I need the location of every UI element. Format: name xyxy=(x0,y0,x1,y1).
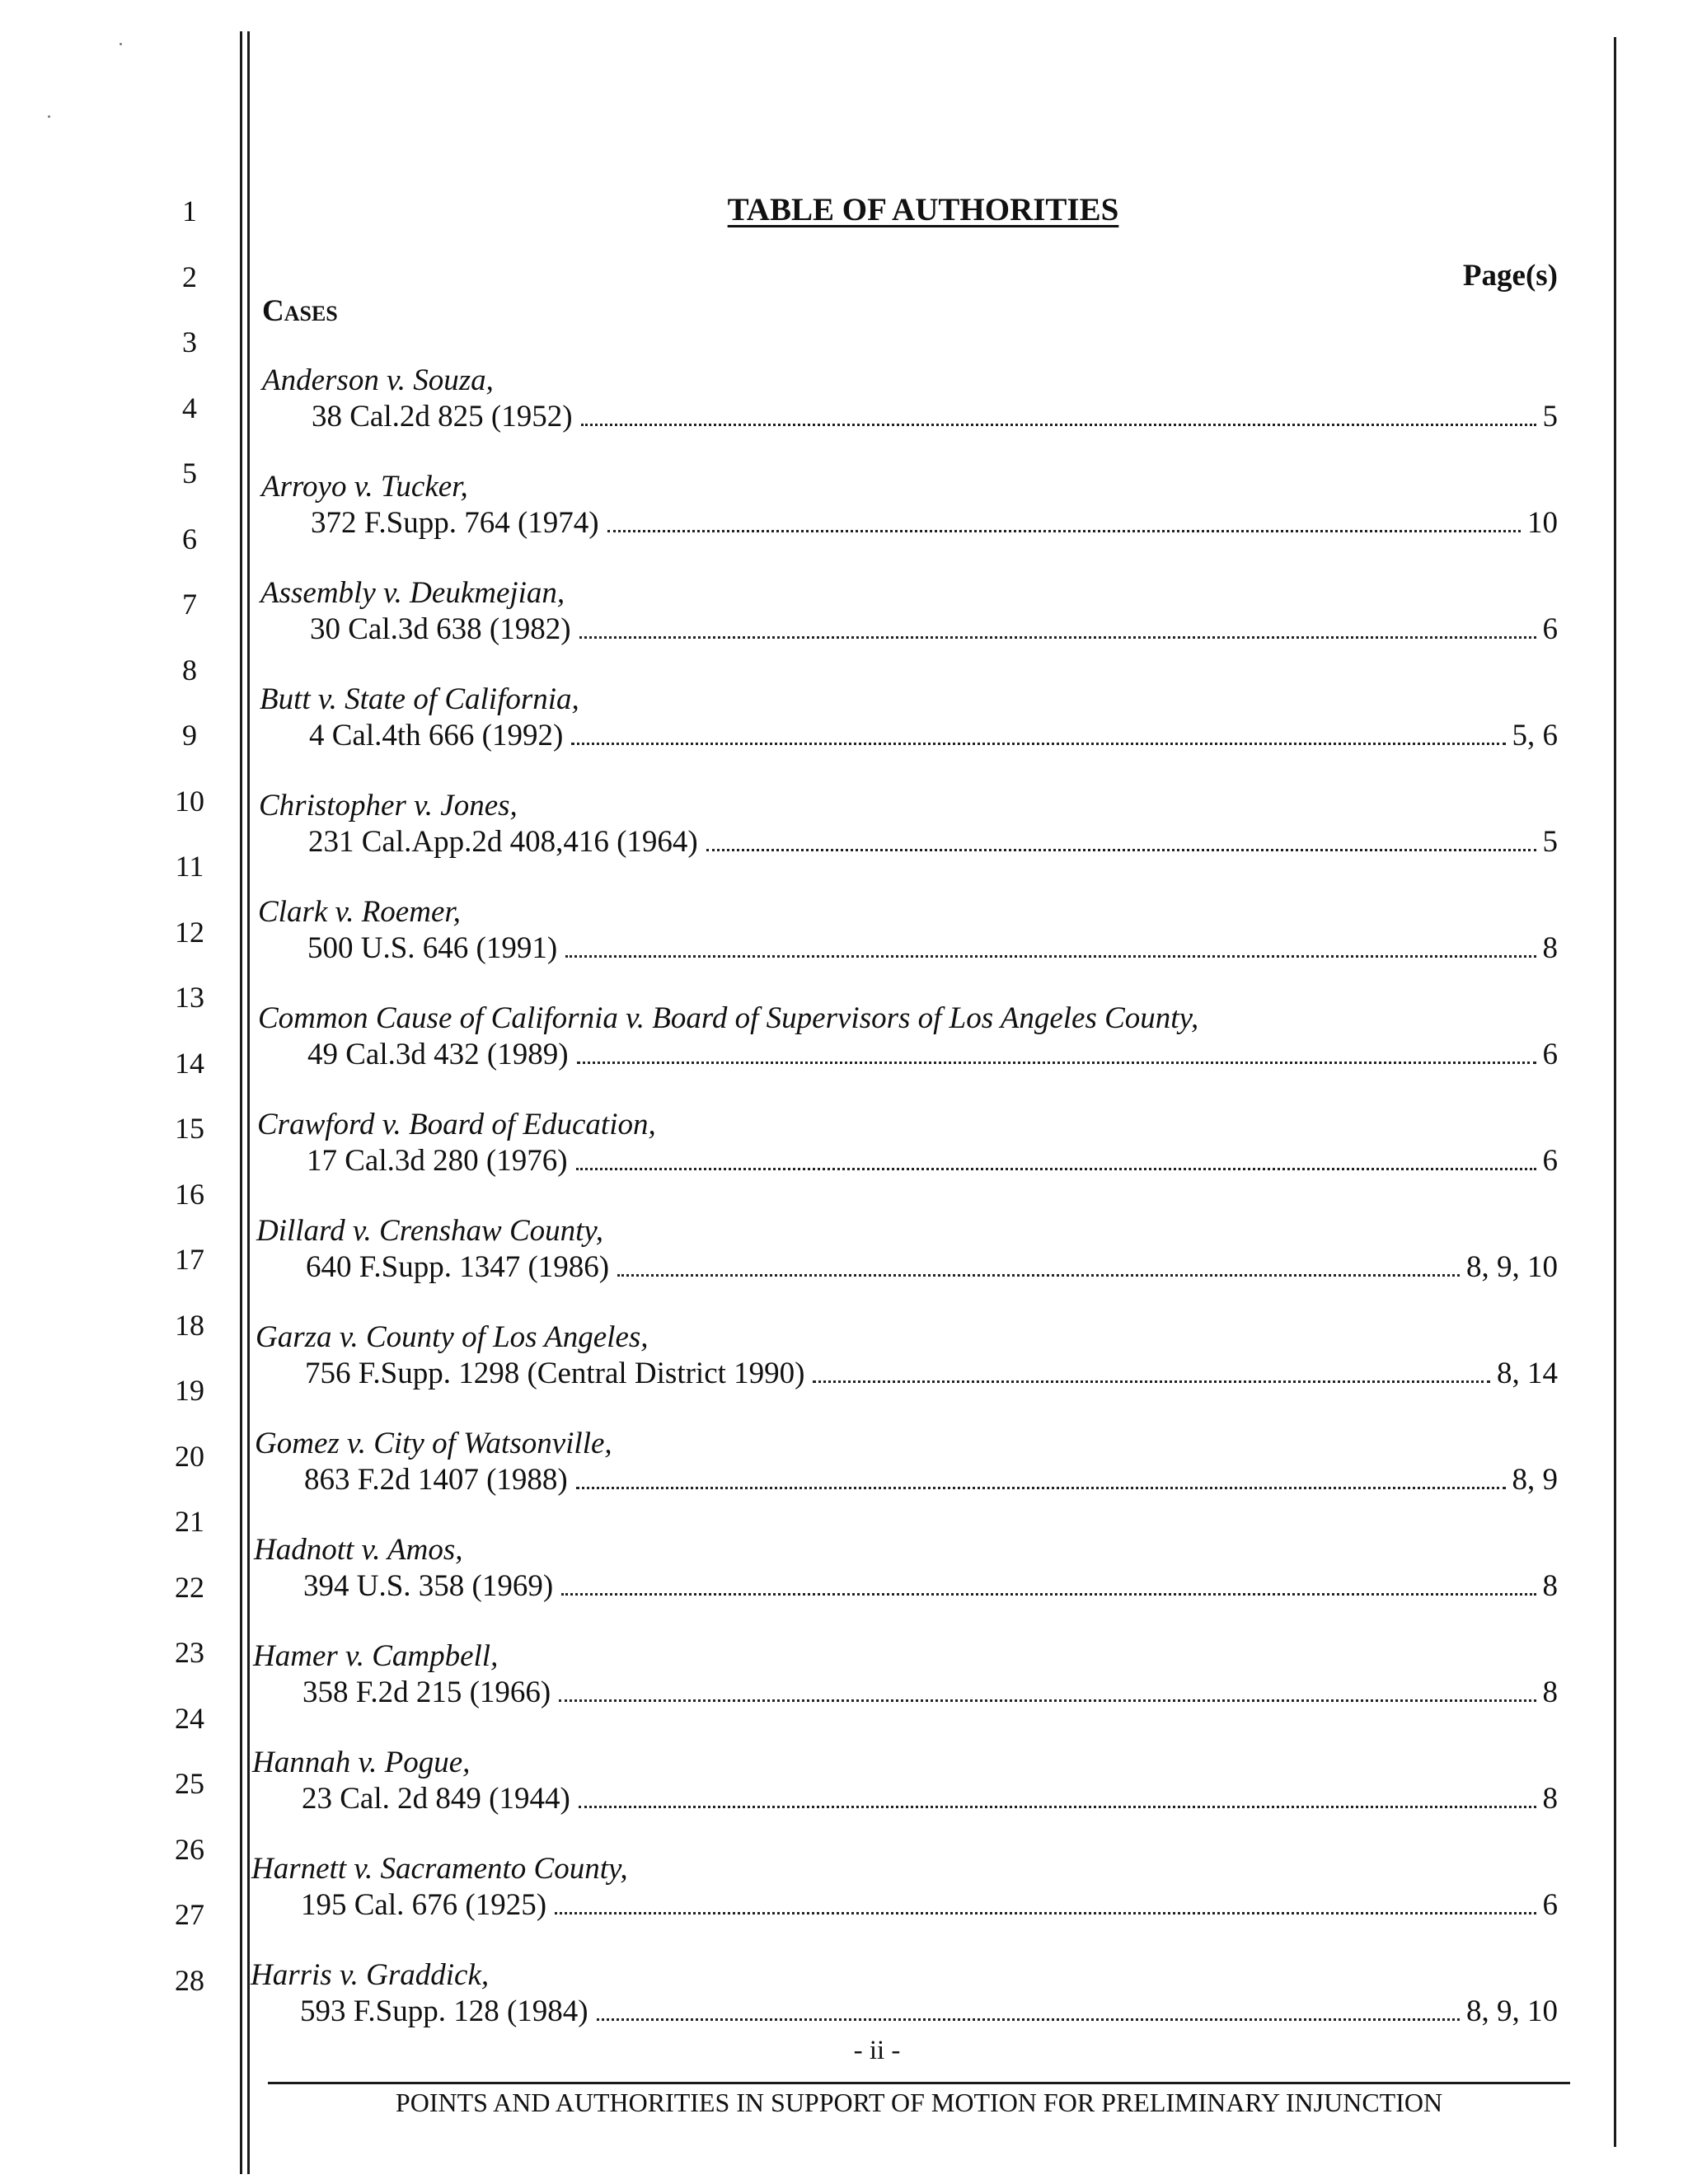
authority-entry xyxy=(257,1107,1558,1179)
authority-entry xyxy=(260,682,1558,754)
citation: 49 Cal.3d 432 (1989) xyxy=(307,1038,569,1071)
left-margin-rule-outer xyxy=(240,31,242,2174)
citation: 30 Cal.3d 638 (1982) xyxy=(310,612,571,646)
line-number: 24 xyxy=(175,1701,204,1735)
line-number: 16 xyxy=(175,1177,204,1211)
page-references: 5, 6 xyxy=(1512,719,1558,752)
case-name: Garza v. County of Los Angeles, xyxy=(256,1320,649,1354)
dot-leader xyxy=(561,1592,1536,1596)
authority-entry xyxy=(256,1319,1558,1392)
dot-leader xyxy=(581,423,1536,426)
page-references: 6 xyxy=(1542,1038,1558,1071)
citation: 863 F.2d 1407 (1988) xyxy=(304,1463,568,1497)
citation-line xyxy=(256,1249,1558,1286)
page-references: 10 xyxy=(1527,506,1558,540)
case-name: Butt v. State of California, xyxy=(260,682,579,716)
citation: 372 F.Supp. 764 (1974) xyxy=(311,506,599,540)
dot-leader xyxy=(565,954,1536,958)
citation: 500 U.S. 646 (1991) xyxy=(307,931,558,965)
line-number: 4 xyxy=(182,391,197,424)
case-name: Crawford v. Board of Education, xyxy=(257,1108,656,1141)
case-name: Assembly v. Deukmejian, xyxy=(260,576,565,610)
dot-leader xyxy=(597,2018,1460,2021)
case-name: Dillard v. Crenshaw County, xyxy=(256,1214,604,1248)
dot-leader xyxy=(577,1061,1536,1064)
case-name: Harris v. Graddick, xyxy=(251,1958,490,1992)
case-name: Hamer v. Campbell, xyxy=(253,1639,499,1673)
dot-leader xyxy=(555,1911,1536,1915)
line-number: 7 xyxy=(182,588,197,621)
footer-rule xyxy=(268,2082,1570,2084)
page-title: TABLE OF AUTHORITIES xyxy=(727,192,1119,227)
page-references: 8 xyxy=(1542,931,1558,965)
case-name: Gomez v. City of Watsonville, xyxy=(255,1427,612,1460)
citation-line xyxy=(254,1568,1558,1605)
case-name: Clark v. Roemer, xyxy=(258,895,461,929)
pages-column-header: Page(s) xyxy=(1462,259,1558,293)
authority-entry xyxy=(258,894,1558,967)
citation: 38 Cal.2d 825 (1952) xyxy=(312,400,573,434)
line-number: 13 xyxy=(175,981,204,1014)
citation-line xyxy=(261,505,1558,541)
authority-entry xyxy=(252,1745,1558,1817)
page-references: 5 xyxy=(1542,400,1558,434)
citation-line xyxy=(257,1143,1558,1179)
authority-entry xyxy=(251,1851,1558,1924)
right-margin-rule xyxy=(1614,37,1616,2147)
authority-entry xyxy=(262,363,1558,435)
line-number: 2 xyxy=(182,260,197,293)
line-number: 14 xyxy=(175,1046,204,1080)
dot-leader xyxy=(576,1486,1506,1489)
citation-line xyxy=(252,1781,1558,1817)
page-references: 6 xyxy=(1542,1144,1558,1178)
dot-leader xyxy=(576,1167,1536,1170)
citation: 4 Cal.4th 666 (1992) xyxy=(309,719,564,752)
citation: 231 Cal.App.2d 408,416 (1964) xyxy=(308,825,698,859)
authority-entry xyxy=(256,1213,1558,1286)
line-number: 28 xyxy=(175,1963,204,1997)
citation-line xyxy=(256,1356,1558,1392)
dot-leader xyxy=(579,1805,1536,1808)
citation: 394 U.S. 358 (1969) xyxy=(303,1569,554,1603)
line-number: 3 xyxy=(182,326,197,359)
line-number: 1 xyxy=(182,194,197,227)
authority-entry xyxy=(261,469,1558,541)
citation-line xyxy=(251,1887,1558,1924)
page-references: 6 xyxy=(1542,612,1558,646)
page-references: 8 xyxy=(1542,1782,1558,1816)
case-name: Arroyo v. Tucker, xyxy=(261,470,468,504)
dot-leader xyxy=(706,848,1536,851)
line-number: 12 xyxy=(175,915,204,949)
citation-line xyxy=(258,1037,1558,1073)
citation-line xyxy=(253,1675,1558,1711)
authority-entry xyxy=(260,575,1558,648)
scan-speck xyxy=(120,43,122,45)
case-name: Hannah v. Pogue, xyxy=(252,1746,471,1779)
dot-leader xyxy=(559,1699,1536,1702)
case-name: Harnett v. Sacramento County, xyxy=(251,1852,628,1886)
citation-line xyxy=(255,1462,1558,1498)
page-references: 8, 9, 10 xyxy=(1466,1994,1558,2028)
citation: 756 F.Supp. 1298 (Central District 1990) xyxy=(305,1357,805,1390)
footer-caption: POINTS AND AUTHORITIES IN SUPPORT OF MOTION FOR PRELIMINARY INJUNCTION xyxy=(395,2088,1443,2117)
page-references: 8, 9 xyxy=(1512,1463,1558,1497)
page-references: 8, 9, 10 xyxy=(1466,1250,1558,1284)
line-number: 11 xyxy=(175,850,204,883)
line-number: 10 xyxy=(175,784,204,818)
line-number: 25 xyxy=(175,1767,204,1800)
authority-entry xyxy=(251,1957,1558,2030)
line-number: 8 xyxy=(182,653,197,687)
line-number: 17 xyxy=(175,1243,204,1276)
authority-entry xyxy=(259,788,1558,860)
scan-speck xyxy=(48,115,50,118)
citation: 23 Cal. 2d 849 (1944) xyxy=(302,1782,570,1816)
dot-leader xyxy=(617,1273,1460,1277)
authority-entry xyxy=(255,1426,1558,1498)
page-references: 8 xyxy=(1542,1675,1558,1709)
dot-leader xyxy=(571,742,1505,745)
authority-entry xyxy=(254,1532,1558,1605)
case-name: Anderson v. Souza, xyxy=(262,363,494,397)
line-number: 19 xyxy=(175,1374,204,1407)
citation-line xyxy=(260,612,1558,648)
citation: 640 F.Supp. 1347 (1986) xyxy=(306,1250,610,1284)
left-margin-rule-inner xyxy=(247,31,250,2174)
citation: 195 Cal. 676 (1925) xyxy=(301,1888,547,1922)
line-number: 18 xyxy=(175,1308,204,1342)
citation: 358 F.2d 215 (1966) xyxy=(302,1675,551,1709)
line-number: 20 xyxy=(175,1439,204,1473)
citation-line xyxy=(251,1994,1558,2030)
case-name: Common Cause of California v. Board of Supervisors of Los Angeles County, xyxy=(258,1001,1199,1035)
citation: 17 Cal.3d 280 (1976) xyxy=(307,1144,568,1178)
case-name: Christopher v. Jones, xyxy=(259,789,518,823)
page-number: - ii - xyxy=(853,2036,901,2065)
line-number: 15 xyxy=(175,1112,204,1145)
section-heading-cases: Cases xyxy=(262,294,338,328)
page-references: 8 xyxy=(1542,1569,1558,1603)
line-number: 26 xyxy=(175,1832,204,1866)
citation-line xyxy=(260,718,1558,754)
line-number: 22 xyxy=(175,1570,204,1604)
page-references: 5 xyxy=(1542,825,1558,859)
dot-leader xyxy=(813,1380,1490,1383)
authority-entry xyxy=(258,1001,1558,1073)
line-number: 5 xyxy=(182,457,197,490)
dot-leader xyxy=(607,529,1521,532)
line-number: 6 xyxy=(182,522,197,555)
citation-line xyxy=(259,824,1558,860)
line-number: 21 xyxy=(175,1505,204,1538)
authority-entry xyxy=(253,1638,1558,1711)
citation: 593 F.Supp. 128 (1984) xyxy=(300,1994,588,2028)
page-references: 6 xyxy=(1542,1888,1558,1922)
page-references: 8, 14 xyxy=(1497,1357,1558,1390)
line-number: 9 xyxy=(182,719,197,752)
citation-line xyxy=(258,930,1558,967)
citation-line xyxy=(262,399,1558,435)
case-name: Hadnott v. Amos, xyxy=(254,1533,463,1567)
dot-leader xyxy=(579,635,1536,639)
line-number: 27 xyxy=(175,1898,204,1931)
line-number: 23 xyxy=(175,1636,204,1669)
